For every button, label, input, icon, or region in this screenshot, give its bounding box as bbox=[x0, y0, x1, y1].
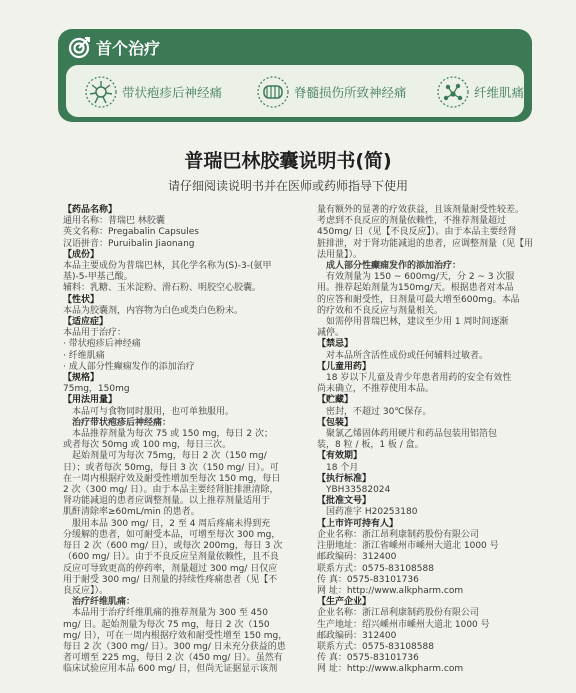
section-heading: 【成份】 bbox=[63, 249, 100, 260]
left-column bbox=[63, 205, 307, 676]
text-line: 汉语拼音：Puruibalin Jiaonang bbox=[63, 238, 195, 249]
text-line: mg/ 日。起始剂量为每次 75 mg，每日 2 次（150 bbox=[63, 619, 270, 630]
section-heading: 【包装】 bbox=[317, 417, 354, 428]
section-heading: 【适应症】 bbox=[63, 317, 109, 328]
text-line: 邮政编码：312400 bbox=[317, 552, 397, 563]
feature-item-shingles bbox=[84, 75, 222, 109]
section-heading: 【贮藏】 bbox=[317, 395, 354, 406]
text-line: 临床试验应用本品 600 mg/ 日，但尚无证据显示该剂 bbox=[63, 664, 278, 675]
text-line: 者可增至 225 mg，每日 2 次（450 mg/ 日）。虽然有 bbox=[63, 653, 283, 664]
subsection-heading: 治疗带状疱疹后神经痛： bbox=[72, 417, 172, 428]
text-line: 装，8 粒 / 板，1 板 / 盒。 bbox=[317, 440, 424, 451]
badge bbox=[68, 35, 160, 59]
text-line: 法用量】）。 bbox=[317, 249, 363, 260]
text-line: YBH33582024 bbox=[326, 485, 391, 496]
section-heading: 【执行标准】 bbox=[317, 473, 372, 484]
text-line: · 纤维肌痛 bbox=[63, 350, 105, 361]
feature-item-fibromyalgia bbox=[436, 75, 524, 109]
text-line: 本品主要成份为普瑞巴林，其化学名称为(S)-3-(氨甲 bbox=[63, 261, 272, 272]
section-heading: 【规格】 bbox=[63, 373, 100, 384]
text-line: 减停。 bbox=[317, 328, 345, 339]
section-heading: 【儿童用药】 bbox=[317, 361, 372, 372]
section-heading: 【批准文号】 bbox=[317, 496, 372, 507]
text-line: 本品用于治疗： bbox=[63, 328, 127, 339]
text-line: 反应可导致更高的停药率，剂量超过 300 mg/ 日仅应 bbox=[63, 563, 278, 574]
text-line: 每日 2 次（300 mg/ 日）。300 mg/ 日未充分获益的患 bbox=[63, 641, 286, 652]
document-subtitle: 请仔细阅读说明书并在医师或药师指导下使用 bbox=[167, 179, 408, 193]
target-icon bbox=[68, 35, 92, 59]
feature-item-spinal bbox=[256, 75, 407, 109]
text-line: 脏排泄，对于肾功能减退的患者，应调整剂量（见【用 bbox=[317, 238, 534, 249]
text-line: （600 mg/ 日）。由于不良反应呈剂量依赖性，且不良 bbox=[63, 552, 279, 563]
text-line: 分缓解的患者，如可耐受本品，可增至每次 300 mg， bbox=[63, 529, 281, 540]
section-heading: 【性状】 bbox=[63, 294, 100, 305]
text-line: · 成人部分性癫痫发作的添加治疗 bbox=[63, 361, 195, 372]
text-line: 在一周内根据疗效及耐受性增加至每次 150 mg，每日 bbox=[63, 473, 281, 484]
text-line: 通用名称：普瑞巴 林胶囊 bbox=[63, 216, 165, 227]
spine-icon bbox=[256, 75, 290, 109]
text-line: 的应答和耐受性，日剂量可最大增至600mg。本品 bbox=[317, 294, 520, 305]
text-line: 良反应】）。 bbox=[63, 585, 109, 596]
text-line: 有效剂量为 150 ~ 600mg/天，分 2 ~ 3 次服 bbox=[326, 272, 515, 283]
section-heading: 【药品名称】 bbox=[63, 205, 118, 215]
text-line: 对本品所含活性成份或任何辅料过敏者。 bbox=[326, 350, 489, 361]
text-line: 日）；或者每次 50mg，每日 3 次（150 mg/ 日）。可 bbox=[63, 462, 279, 473]
text-line: 本品可与食物同时服用，也可单独服用。 bbox=[72, 406, 235, 417]
text-line: 2 次（300 mg/ 日）。由于本品主要经肾脏排泄清除， bbox=[63, 485, 279, 496]
subsection-heading: 成人部分性癫痫发作的添加治疗： bbox=[326, 261, 462, 272]
text-line: · 带状疱疹后神经痛 bbox=[63, 339, 141, 350]
right-column bbox=[317, 205, 549, 676]
nerve-icon bbox=[84, 75, 118, 109]
text-line: 国药准字 H20253180 bbox=[326, 507, 418, 518]
text-line: 18 岁以下儿童及青少年患者用药的安全有效性 bbox=[326, 373, 512, 384]
text-line: 联系方式：0575-83108588 bbox=[317, 563, 434, 574]
subsection-heading: 治疗纤维肌痛： bbox=[72, 597, 136, 608]
section-heading: 【上市许可持有人】 bbox=[317, 518, 399, 529]
text-line: 本品推荐剂量为每次 75 或 150 mg，每日 2 次； bbox=[72, 429, 274, 440]
text-line: 企业名称：浙江昂利康制药股份有限公司 bbox=[317, 608, 480, 619]
text-line: 服用本品 300 mg/ 日，2 至 4 周后疼痛未得到充 bbox=[72, 518, 271, 529]
text-line: 本品为胶囊剂，内容物为白色或类白色粉末。 bbox=[63, 305, 244, 316]
text-line: 用。推荐起始剂量为150mg/天。根据患者对本品 bbox=[317, 283, 514, 294]
text-line: 尚未确立，不推荐使用本品。 bbox=[317, 384, 435, 395]
badge-label: 首个治疗 bbox=[96, 38, 161, 58]
text-line: 起始剂量可为每次 75mg，每日 2 次（150 mg/ bbox=[72, 451, 267, 462]
fiber-icon bbox=[436, 75, 470, 109]
text-line: 聚氯乙烯固体药用硬片和药品包装用铝箔包 bbox=[326, 429, 498, 440]
text-line: mg/ 日），可在一周内根据疗效和耐受性增至 150 mg， bbox=[63, 630, 288, 641]
feature-label: 脊髓损伤所致神经痛 bbox=[294, 85, 407, 100]
section-heading: 【用法用量】 bbox=[63, 395, 118, 406]
text-line: 企业名称：浙江昂利康制药股份有限公司 bbox=[317, 529, 480, 540]
text-line: 每日 2 次（600 mg/ 日），或每次 200mg，每日 3 次 bbox=[63, 541, 283, 552]
text-line: 密封，不超过 30℃保存。 bbox=[326, 406, 432, 417]
text-line: 联系方式：0575-83108588 bbox=[317, 641, 434, 652]
text-line: 肌酐清除率≥60mL/min 的患者。 bbox=[63, 507, 200, 518]
text-line: 英文名称：Pregabalin Capsules bbox=[63, 227, 199, 238]
section-heading: 【有效期】 bbox=[317, 451, 363, 462]
text-line: 75mg，150mg bbox=[63, 384, 130, 395]
text-line: 网 址：http://www.alkpharm.com bbox=[317, 585, 464, 596]
text-line: 用于耐受 300 mg/ 日剂量的持续性疼痛患者（见【不 bbox=[63, 574, 278, 585]
text-line: 网 址：http://www.alkpharm.com bbox=[317, 664, 464, 675]
text-line: 考虑到不良反应的剂量依赖性，不推荐剂量超过 bbox=[317, 216, 507, 227]
text-line: 或者每次 50mg 或 100 mg，每日三次。 bbox=[63, 440, 232, 451]
text-line: 邮政编码：312400 bbox=[317, 630, 397, 641]
text-line: 注册地址：浙江省嵊州市嵊州大道北 1000 号 bbox=[317, 541, 499, 552]
text-line: 量有额外的显著的疗效获益，且该剂量耐受性较差。 bbox=[317, 205, 525, 215]
feature-label: 带状疱疹后神经痛 bbox=[122, 85, 223, 100]
text-line: 本品用于治疗纤维肌痛的推荐剂量为 300 至 450 bbox=[72, 608, 268, 619]
text-line: 450mg/ 日（见【不良反应】）。由于本品主要经肾 bbox=[317, 227, 517, 238]
text-line: 如需停用普瑞巴林，建议至少用 1 周时间逐渐 bbox=[326, 317, 509, 328]
text-line: 肾功能减退的患者应调整剂量。以上推荐剂量适用于 bbox=[63, 496, 271, 507]
section-heading: 【禁忌】 bbox=[317, 339, 354, 350]
text-line: 的疗效和不良反应与剂量相关。 bbox=[317, 305, 444, 316]
text-line: 18 个月 bbox=[326, 462, 359, 473]
text-line: 传 真：0575-83101736 bbox=[317, 574, 419, 585]
section-heading: 【生产企业】 bbox=[317, 597, 372, 608]
text-line: 传 真：0575-83101736 bbox=[317, 653, 419, 664]
text-line: 生产地址：绍兴嵊州市嵊州大道北 1000 号 bbox=[317, 619, 490, 630]
text-line: 基)-5-甲基己酸。 bbox=[63, 272, 133, 283]
document-title: 普瑞巴林胶囊说明书(简) bbox=[184, 150, 392, 172]
feature-label: 纤维肌痛 bbox=[474, 85, 525, 100]
text-line: 辅料：乳糖、玉米淀粉、滑石粉、明胶空心胶囊。 bbox=[63, 283, 262, 294]
